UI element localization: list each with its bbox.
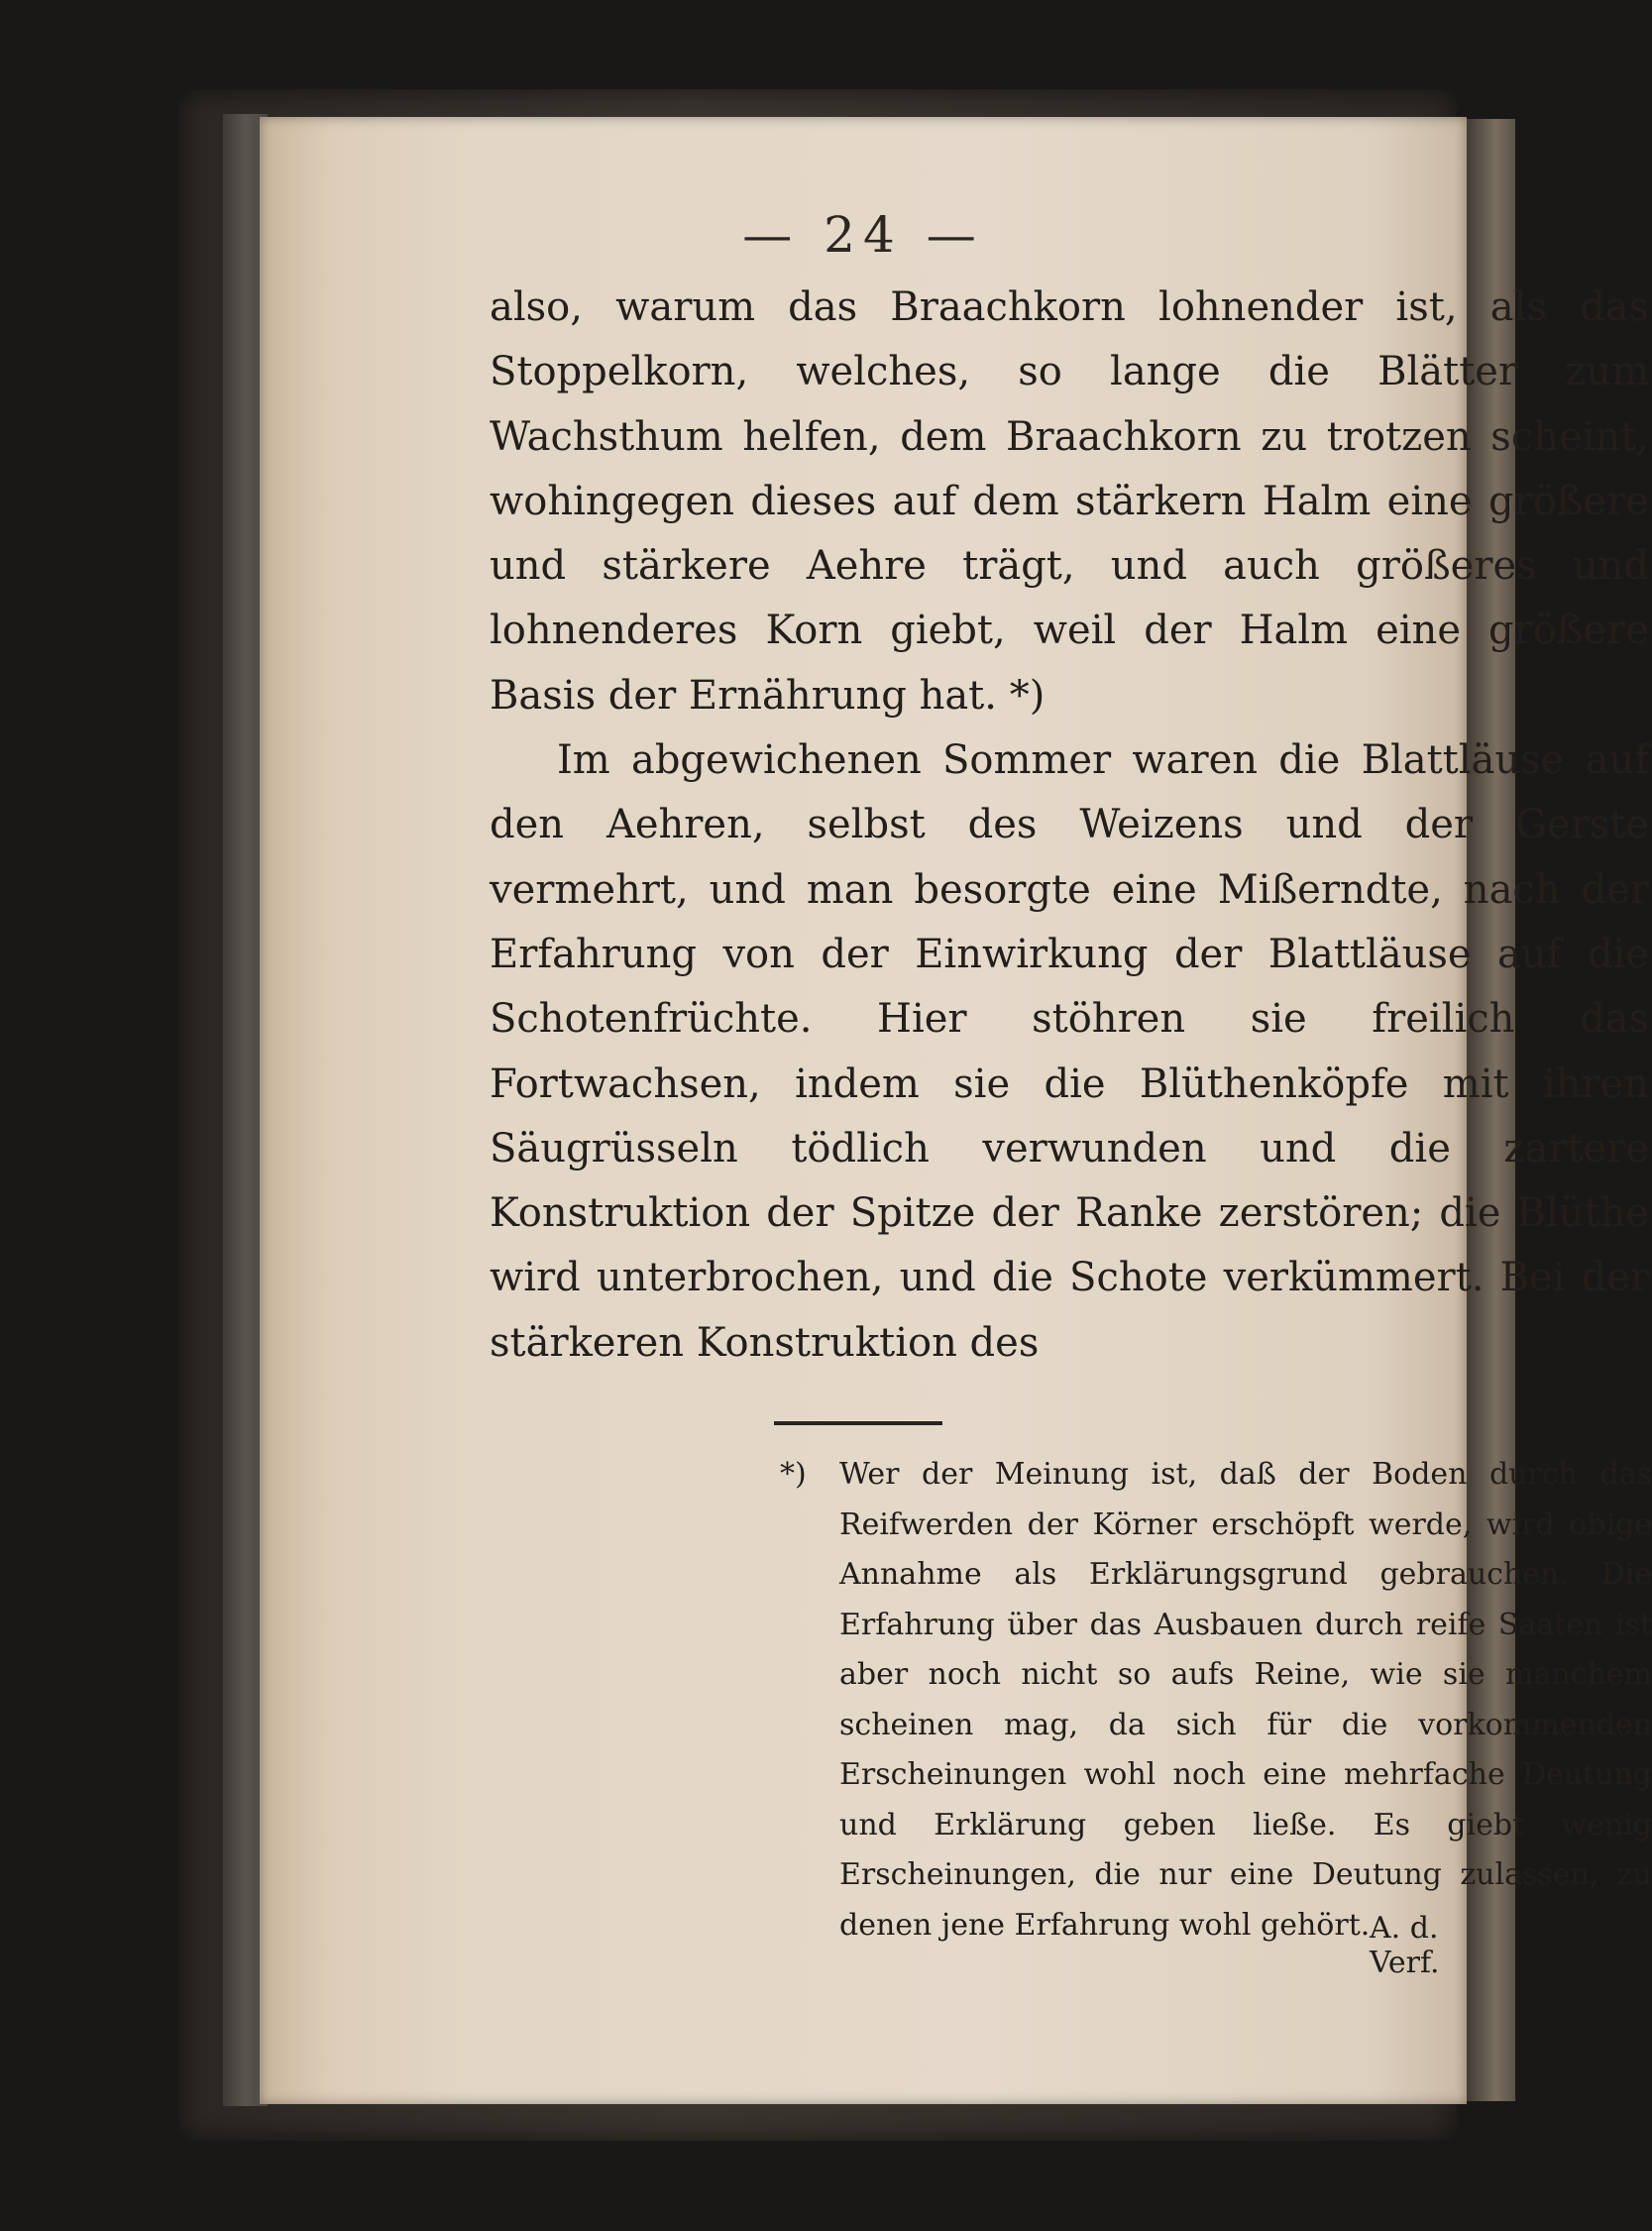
- main-text: [490, 276, 1649, 1376]
- page-number: — 24 —: [742, 206, 984, 264]
- footnote-text: Wer der Meinung ist, daß der Boden durch das Reifwerden der Körner erschöpft werde, wird obige Annahme als Erklärungsgrund gebrauchen. Die Erfahrung über das Ausbauen durch reife Saaten ist aber noch nicht so aufs Reine, wie sie manchem scheinen mag, da sich für die vorkommenden Erscheinungen wohl noch eine mehrfache Deutung und Erklärung geben ließe. Es giebt wenig Erscheinungen, die nur eine Deutung zulassen, zu denen jene Erfahrung wohl gehört.: [839, 1457, 1652, 1943]
- footnote: [780, 1450, 1652, 1951]
- paragraph: also, warum das Braachkorn lohnender ist, als das Stoppelkorn, welches, so lange die Blätter zum Wachsthum helfen, dem Braachkorn zu trotzen scheint, wohingegen dieses auf dem stärkern Halm eine größere und stärkere Aehre trägt, und auch größeres und lohnenderes Korn giebt, weil der Halm eine größere Basis der Ernährung hat. *): [490, 284, 1649, 719]
- book-page: [260, 117, 1652, 2104]
- footnote-divider: [774, 1421, 942, 1425]
- paragraph: Im abgewichenen Sommer waren die Blattläuse auf den Aehren, selbst des Weizens und der Gerste vermehrt, und man besorgte eine Mißerndte, nach der Erfahrung von der Einwirkung der Blattläuse auf die Schotenfrüchte. Hier stöhren sie freilich das Fortwachsen, indem sie die Blüthenköpfe mit ihren Säugrüsseln tödlich verwunden und die zartere Konstruktion der Spitze der Ranke zerstören; die Blüthe wird unterbrochen, und die Schote verkümmert. Bei der stärkeren Konstruktion des: [490, 737, 1649, 1366]
- footnote-mark: *): [780, 1457, 807, 1492]
- footnote-signature: A. d. Verf.: [1370, 1911, 1440, 1980]
